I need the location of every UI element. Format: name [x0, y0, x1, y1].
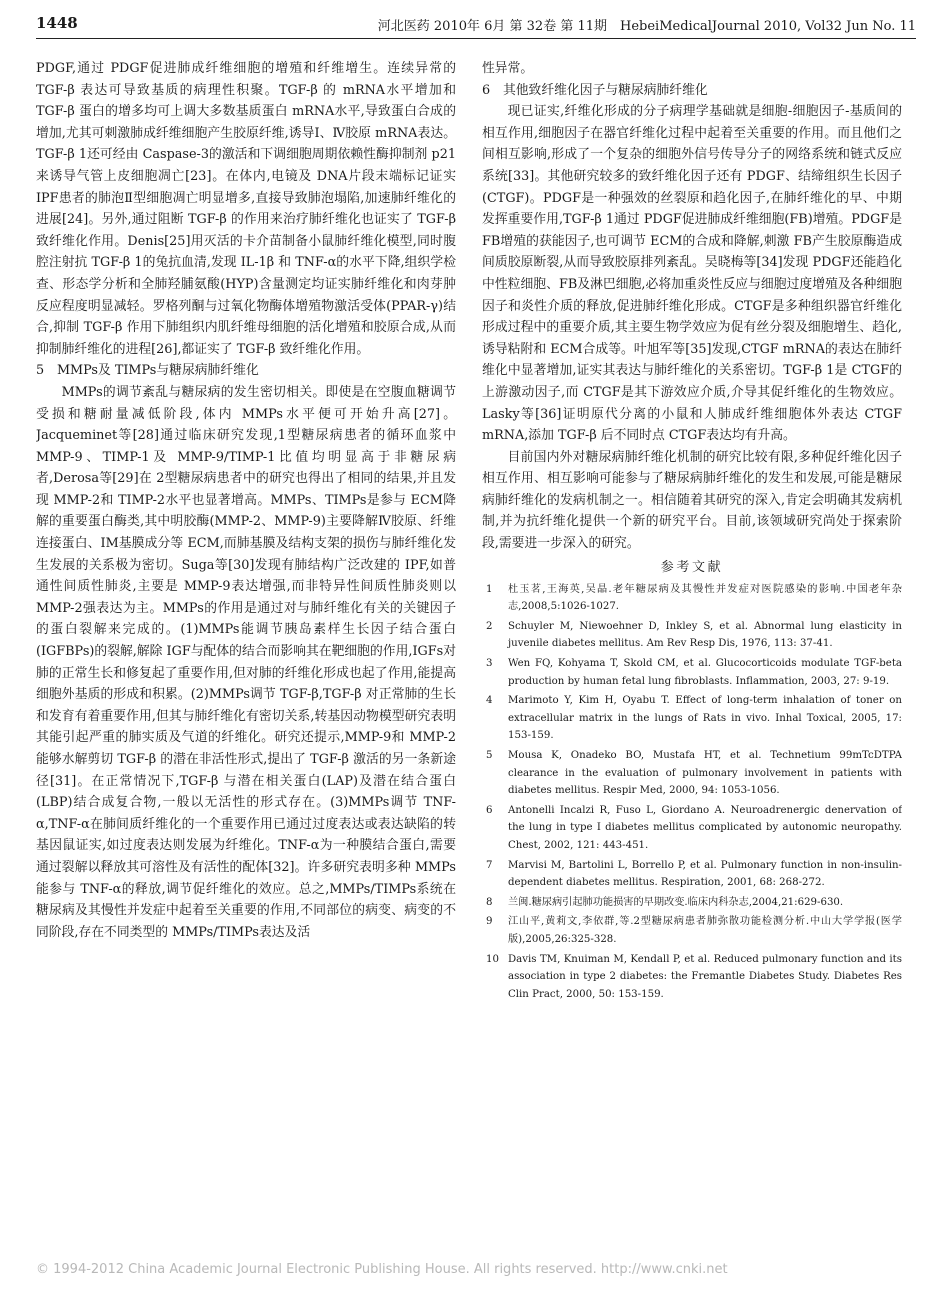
- copyright-footer: © 1994-2012 China Academic Journal Electronic Publishing House. All rights reserved. http://www.cnki.net: [36, 1262, 728, 1277]
- reference-number: 10: [486, 953, 499, 965]
- body-paragraph-carryover: 性异常。: [482, 61, 534, 76]
- reference-item: [482, 913, 902, 948]
- reference-text: 杜玉茗,王海英,吴晶.老年糖尿病及其慢性并发症对医院感染的影响.中国老年杂志,2008,5:1026-1027.: [508, 583, 902, 613]
- body-paragraph: 目前国内外对糖尿病肺纤维化机制的研究比较有限,多种促纤维化因子相互作用、相互影响可能参与了糖尿病肺纤维化的发生和发展,可能是糖尿病肺纤维化的发病机制之一。相信随着其研究的深入,肯定会明确其发病机制,并为抗纤维化提供一个新的研究平台。目前,该领域研究尚处于探索阶段,需要进一步深入的研究。: [482, 449, 902, 552]
- reference-text: Marvisi M, Bartolini L, Borrello P, et al. Pulmonary function in non-insulin-dependent diabetes mellitus. Respiration, 2001, 68: 268-272.: [508, 859, 902, 889]
- page-header: [36, 12, 916, 36]
- section-title-5: 5 MMPs及 TIMPs与糖尿病肺纤维化: [36, 363, 259, 379]
- left-column: [36, 58, 456, 943]
- reference-item: [482, 655, 902, 690]
- body-paragraph: MMPs的调节紊乱与糖尿病的发生密切相关。即使是在空腹血糖调节受损和糖耐量减低阶段,体内 MMPs水平便可开始升高[27]。Jacqueminet等[28]通过临床研究发现,1型糖尿病患者的循环血浆中 MMP-9、TIMP-1及 MMP-9/TIMP-1比值均明显高于非糖尿病者,Derosa等[29]在 2型糖尿病患者中的研究也得出了相同的结果,并且发现 MMP-2和 TIMP-2水平也显著增高。MMPs、TIMPs是参与 ECM降解的重要蛋白酶类,其中明胶酶(MMP-2、MMP-9)主要降解Ⅳ胶原、纤维连接蛋白、IM基膜成分等 ECM,而肺基膜及结构支架的损伤与肺纤维化发生发展的关系极为密切。Suga等[30]发现有肺结构广泛改建的 IPF,如普通性间质性肺炎,主要是 MMP-9表达增强,而非特异性间质性肺炎则以 MMP-2强表达为主。MMPs的作用是通过对与肺纤维化有关的关键因子的蛋白裂解来完成的。(1)MMPs能调节胰岛素样生长因子结合蛋白(IGFBPs)的裂解,解除 IGF与配体的结合而影响其在靶细胞的作用,IGFs对肺的正常生长和修复起了重要作用,但对肺的纤维化形成也起了作用,能提高细胞外基质的形成和积累。(2)MMPs调节 TGF-β,TGF-β 对正常肺的生长和发育有着重要作用,但其与肺纤维化有密切关系,转基因动物模型研究表明其能引起严重的肺实质及气道的纤维化。研究还提示,MMP-9和 MMP-2能够水解剪切 TGF-β 的潜在非活性形式,提出了 TGF-β 激活的另一条新途径[31]。在正常情况下,TGF-β 与潜在相关蛋白(LAP)及潜在结合蛋白(LBP)结合成复合物,一般以无活性的形式存在。(3)MMPs调节 TNF-α,TNF-α在肺间质纤维化的一个重要作用已通过过度表达或表达缺陷的转基因鼠证实,如过度表达则发展为纤维化。TNF-α为一种膜结合蛋白,需要通过裂解以释放其可溶性及有活性的配体[32]。许多研究表明多种 MMPs能参与 TNF-α的释放,调节促纤维化的效应。总之,MMPs/TIMPs系统在糖尿病及其慢性并发症中起着至关重要的作用,不同部位的病变、病变的不同阶段,存在不同类型的 MMPs/TIMPs表达及活: [36, 384, 456, 940]
- reference-text: Mousa K, Onadeko BO, Mustafa HT, et al. Technetium 99mTcDTPA clearance in the evaluation of pulmonary involvement in patients with diabetes mellitus. Respir Med, 2000, 94: 1053-1056.: [508, 750, 902, 797]
- reference-number: 6: [486, 804, 493, 816]
- reference-number: 3: [486, 658, 493, 670]
- references-title: 参考文献: [660, 559, 724, 575]
- reference-item: [482, 618, 902, 653]
- reference-text: Schuyler M, Niewoehner D, Inkley S, et al. Abnormal lung elasticity in juvenile diabetes mellitus. Am Rev Resp Dis, 1976, 113: 37-41.: [508, 620, 902, 650]
- reference-text: Antonelli Incalzi R, Fuso L, Giordano A. Neuroadrenergic denervation of the lung in type I diabetes mellitus complicated by autonomic neuropathy. Chest, 2002, 121: 443-451.: [508, 804, 902, 851]
- reference-number: 5: [486, 750, 493, 761]
- reference-item: [482, 894, 902, 912]
- section-title-6: 6 其他致纤维化因子与糖尿病肺纤维化: [482, 82, 708, 98]
- reference-item: [482, 802, 902, 855]
- header-rule: [36, 38, 916, 39]
- journal-info: 河北医药 2010年 6月 第 32卷 第 11期 HebeiMedicalJournal 2010, Vol32 Jun No. 11: [377, 19, 916, 34]
- reference-item: [482, 692, 902, 745]
- reference-number: 1: [486, 583, 493, 595]
- reference-text: 兰闽.糖尿病引起肺功能损害的早期改变.临床内科杂志,2004,21:629-630.: [508, 896, 844, 908]
- reference-number: 7: [486, 859, 493, 871]
- reference-text: Marimoto Y, Kim H, Oyabu T. Effect of long-term inhalation of toner on extracellular matrix in the lungs of Rats in vivo. Inhal Toxical, 2005, 17: 153-159.: [508, 695, 902, 742]
- reference-number: 2: [486, 620, 493, 632]
- reference-number: 4: [486, 695, 493, 707]
- reference-item: [482, 747, 902, 800]
- reference-text: Wen FQ, Kohyama T, Skold CM, et al. Glucocorticoids modulate TGF-beta production by human fetal lung fibroblasts. Inflammation, 2003, 27: 9-19.: [508, 658, 902, 687]
- reference-number: 9: [486, 916, 493, 928]
- reference-item: [482, 581, 902, 616]
- page-number: 1448: [36, 14, 78, 32]
- right-column: [482, 58, 902, 1005]
- reference-item: [482, 857, 902, 892]
- reference-text: 江山平,黄莉文,李依群,等.2型糖尿病患者肺弥散功能检测分析.中山大学学报(医学版),2005,26:325-328.: [508, 916, 902, 945]
- reference-number: 8: [486, 896, 493, 908]
- reference-text: Davis TM, Knuiman M, Kendall P, et al. Reduced pulmonary function and its association in type 2 diabetes: the Fremantle Diabetes Study. Diabetes Res Clin Pract, 2000, 50: 153-159.: [508, 953, 902, 1000]
- body-paragraph: 现已证实,纤维化形成的分子病理学基础就是细胞-细胞因子-基质间的相互作用,细胞因子在器官纤维化过程中起着至关重要的作用。而且他们之间相互影响,形成了一个复杂的细胞外信号传导分子的网络系统和链式反应系统[33]。其他研究较多的致纤维化因子还有 PDGF、结缔组织生长因子(CTGF)。PDGF是一种强效的丝裂原和趋化因子,在肺纤维化的早、中期发挥重要作用,TGF-β 1通过 PDGF促进肺成纤维细胞(FB)增殖。PDGF是 FB增殖的获能因子,也可调节 ECM的合成和降解,刺激 FB产生胶原酶造成间质胶原断裂,从而导致胶原排列紊乱。吴晓梅等[34]发现 PDGF还能趋化中性粒细胞、FB及淋巴细胞,必将加重炎性反应与细胞过度增殖及各种细胞因子和炎性介质的释放,促进肺纤维化形成。CTGF是多种组织器官纤维化形成过程中的重要介质,其主要生物学效应为促有丝分裂及细胞增生、趋化,诱导粘附和 ECM合成等。叶旭军等[35]发现,CTGF mRNA的表达在肺纤维化中显著增加,证实其表达与肺纤维化的关系密切。TGF-β 1是 CTGF的上游激动因子,而 CTGF是其下游效应介质,介导其促纤维化的生物效应。Lasky等[36]证明原代分离的小鼠和人肺成纤维细胞体外表达 CTGF mRNA,添加 TGF-β 后不同时点 CTGF表达均有升高。: [482, 104, 902, 444]
- body-paragraph: PDGF,通过 PDGF促进肺成纤维细胞的增殖和纤维增生。连续异常的 TGF-β 表达可导致基质的病理性积聚。TGF-β 的 mRNA水平增加和 TGF-β 蛋白的增多均可上调大多数基质蛋白 mRNA水平,导致蛋白合成的增加,尤其可刺激肺成纤维细胞产生胶原纤维,诱导Ⅰ、Ⅳ胶原 mRNA表达。TGF-β 1还可经由 Caspase-3的激活和下调细胞周期依赖性酶抑制剂 p21来诱导气管上皮细胞凋亡[23]。在体内,电镜及 DNA片段末端标记证实 IPF患者的肺泡Ⅱ型细胞凋亡明显增多,直接导致肺泡塌陷,加速肺纤维化的进展[24]。另外,通过阻断 TGF-β 的作用来治疗肺纤维化也证实了 TGF-β 致纤维化作用。Denis[25]用灭活的卡介苗制备小鼠肺纤维化模型,同时腹腔注射抗 TGF-β 1的兔抗血清,发现 IL-1β 和 TNF-α的水平下降,组织学检查、形态学分析和全肺羟脯氨酸(HYP)含量测定均证实肺纤维化和肉芽肿反应程度明显减轻。罗格列酮与过氧化物酶体增殖物激活受体(PPAR-γ)结合,抑制 TGF-β 作用下肺组织内肌纤维母细胞的活化增殖和胶原合成,从而抑制肺纤维化的进程[26],都证实了 TGF-β 致纤维化作用。: [36, 61, 456, 357]
- reference-item: [482, 951, 902, 1004]
- reference-list: [482, 581, 902, 1004]
